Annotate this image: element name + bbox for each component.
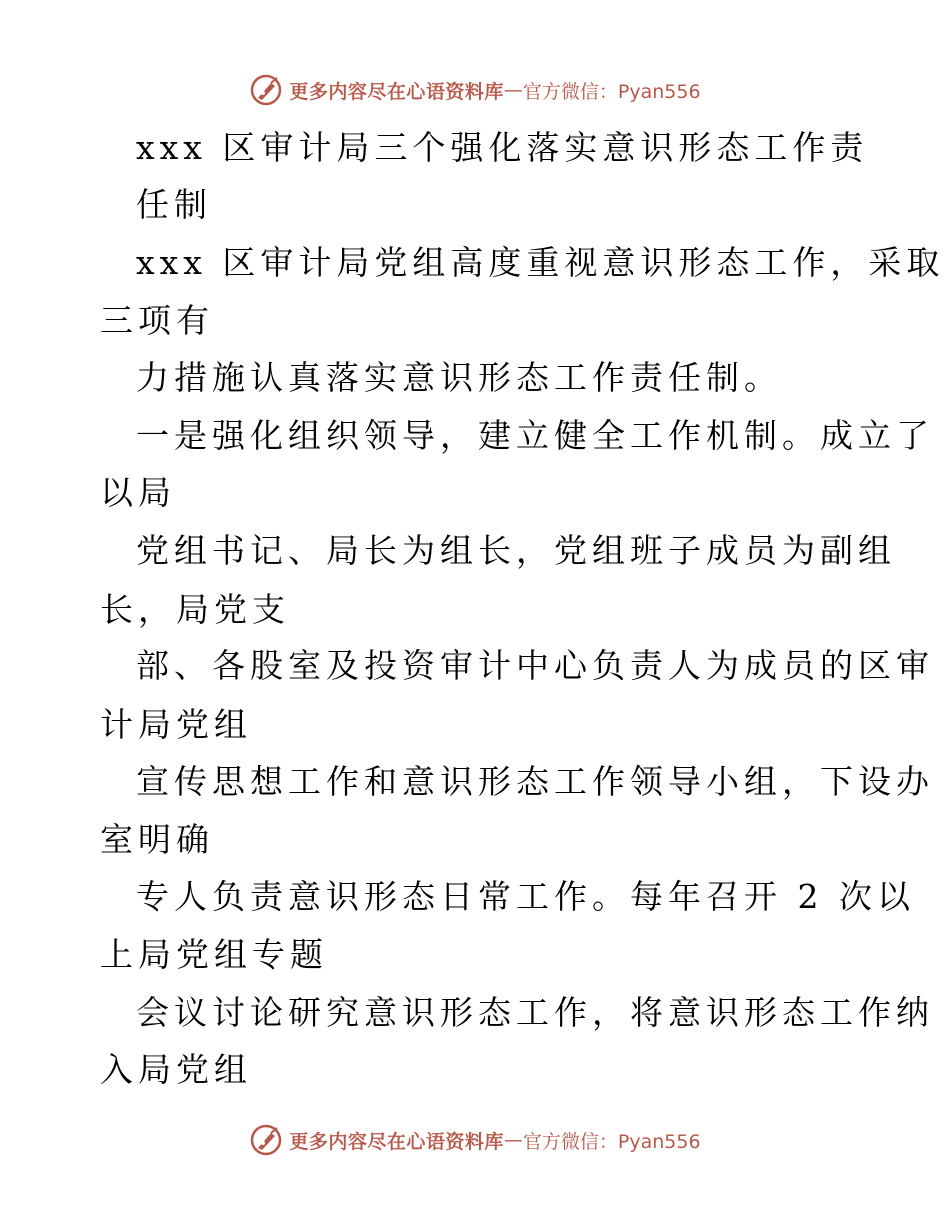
- watermark-dash: —: [503, 79, 523, 101]
- doc-line: 党组书记、局长为组长，党组班子成员为副组: [136, 531, 896, 570]
- doc-line: 长，局党支: [100, 590, 290, 629]
- doc-line: 部、各股室及投资审计中心负责人为成员的区审: [136, 646, 934, 685]
- quill-logo-icon: [249, 1123, 283, 1157]
- doc-line: 入局党组: [100, 1050, 252, 1089]
- doc-line: 一是强化组织领导，建立健全工作机制。成立了: [136, 416, 934, 455]
- doc-line: 三项有: [100, 301, 214, 340]
- watermark-main-text: 更多内容尽在心语资料库: [289, 80, 504, 103]
- doc-line: 任制: [136, 185, 212, 224]
- quill-logo-icon: [249, 73, 283, 107]
- watermark-wechat-text: 官方微信：Pyan556: [522, 1130, 701, 1153]
- header-watermark: [0, 70, 950, 110]
- doc-line: 上局党组专题: [100, 935, 328, 974]
- doc-line: 以局: [100, 473, 176, 512]
- doc-line: 会议讨论研究意识形态工作，将意识形态工作纳: [136, 993, 934, 1032]
- doc-line: 室明确: [100, 820, 214, 859]
- footer-watermark: [0, 1120, 950, 1160]
- doc-line: 计局党组: [100, 705, 252, 744]
- doc-line: xxx 区审计局党组高度重视意识形态工作，采取: [136, 243, 945, 282]
- watermark-dash: —: [503, 1129, 523, 1151]
- doc-line: 专人负责意识形态日常工作。每年召开 2 次以: [136, 877, 915, 916]
- doc-line: 力措施认真落实意识形态工作责任制。: [136, 358, 782, 397]
- watermark-wechat-text: 官方微信：Pyan556: [522, 80, 701, 103]
- watermark-main-text: 更多内容尽在心语资料库: [289, 1130, 504, 1153]
- doc-line: xxx 区审计局三个强化落实意识形态工作责: [136, 128, 869, 167]
- doc-line: 宣传思想工作和意识形态工作领导小组，下设办: [136, 762, 934, 801]
